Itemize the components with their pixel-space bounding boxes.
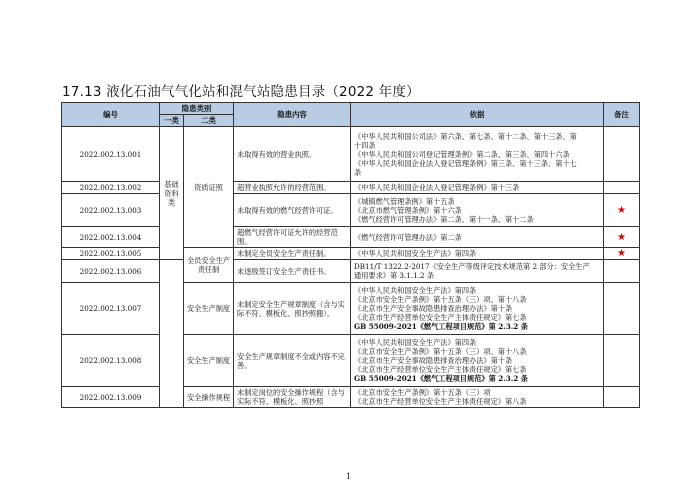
row-note [604, 283, 640, 335]
row-basis: 《中华人民共和国安全生产法》第四条 [351, 248, 604, 260]
star-mark: ★ [604, 194, 640, 227]
cat2-system-b: 安全生产制度 [184, 335, 234, 387]
header-cat1: 一类 [160, 115, 184, 127]
cat2-procedure: 安全操作规程 [184, 387, 234, 408]
row-code: 2022.002.13.007 [62, 283, 160, 335]
row-content: 超营业执照允许的经营范围。 [234, 182, 351, 194]
row-content: 未制定岗位的安全操作规程（含与实际不符、模板化、照抄照 [234, 387, 351, 408]
page-number: 1 [346, 472, 352, 481]
cat2-system-a: 安全生产制度 [184, 283, 234, 335]
row-code: 2022.002.13.002 [62, 182, 160, 194]
row-content: 超燃气经营许可证允许的经营范围。 [234, 227, 351, 248]
cat1-continued [160, 260, 184, 408]
row-basis: 《城镇燃气管理条例》第十五条 《北京市燃气管理条例》第十六条 《燃气经营许可管理办法》第二条、第十一条、第十二条 [351, 194, 604, 227]
header-category: 隐患类别 [160, 103, 234, 115]
row-code: 2022.002.13.003 [62, 194, 160, 227]
row-basis: 《燃气经营许可管理办法》第二条 [351, 227, 604, 248]
row-content: 未取得有效的营业执照。 [234, 127, 351, 182]
row-code: 2022.002.13.001 [62, 127, 160, 182]
row-note [604, 260, 640, 283]
row-content: 安全生产规章制度不全或内容不完善。 [234, 335, 351, 387]
row-content: 未制定全员安全生产责任制。 [234, 248, 351, 260]
star-mark: ★ [604, 248, 640, 260]
row-code: 2022.002.13.008 [62, 335, 160, 387]
header-code: 编号 [62, 103, 160, 127]
row-content: 未制定安全生产规章制度（含与实际不符、模板化、照抄照搬）。 [234, 283, 351, 335]
row-code: 2022.002.13.004 [62, 227, 160, 248]
row-note [604, 182, 640, 194]
cat2-responsibility: 全员安全生产责任制 [184, 248, 234, 283]
row-code: 2022.002.13.006 [62, 260, 160, 283]
row-content: 未逐级签订安全生产责任书。 [234, 260, 351, 283]
row-note [604, 335, 640, 387]
hazard-table [61, 102, 640, 408]
cat1-cell: 基础资料类 [160, 127, 184, 260]
row-code: 2022.002.13.005 [62, 248, 160, 260]
header-basis: 依据 [351, 103, 604, 127]
row-basis: 《中华人民共和国企业法人登记管理条例》第十三条 [351, 182, 604, 194]
row-content: 未取得有效的燃气经营许可证。 [234, 194, 351, 227]
row-basis: 《中华人民共和国安全生产法》第四条 《北京市安全生产条例》第十五条（三）项、第十八条 《北京市生产安全事故隐患排查治理办法》第十条 《北京市生产经营单位安全生产主体责任规定》第七条 GB 55009-2021《燃气工程项目规范》第 2.3.2 条 [351, 335, 604, 387]
row-note [604, 127, 640, 182]
row-code: 2022.002.13.009 [62, 387, 160, 408]
row-note [604, 387, 640, 408]
row-basis: DB11/T 1322.2-2017《安全生产等级评定技术规范第 2 部分：安全生产 通用要求》第 3.1.1.2 条 [351, 260, 604, 283]
row-basis: 《中华人民共和国公司法》第六条、第七条、第十二条、第十三条、第 十四条 《中华人民共和国公司登记管理条例》第二条、第三条、第四十六条 《中华人民共和国企业法人登记管理条例》第三条、第十三条、第十七 条 [351, 127, 604, 182]
row-basis: 《北京市安全生产条例》第十五条（三）项 《北京市生产经营单位安全生产主体责任规定》第八条 [351, 387, 604, 408]
row-basis: 《中华人民共和国安全生产法》第四条 《北京市安全生产条例》第十五条（三）项、第十八条 《北京市生产安全事故隐患排查治理办法》第十条 《北京市生产经营单位安全生产主体责任规定》第七条 GB 55009-2021《燃气工程项目规范》第 2.3.2 条 [351, 283, 604, 335]
header-content: 隐患内容 [234, 103, 351, 127]
header-note: 备注 [604, 103, 640, 127]
star-mark: ★ [604, 227, 640, 248]
cat2-qualification: 资质证照 [184, 127, 234, 248]
page-title: 17.13 液化石油气气化站和混气站隐患目录（2022 年度） [62, 84, 420, 100]
header-cat2: 二类 [184, 115, 234, 127]
